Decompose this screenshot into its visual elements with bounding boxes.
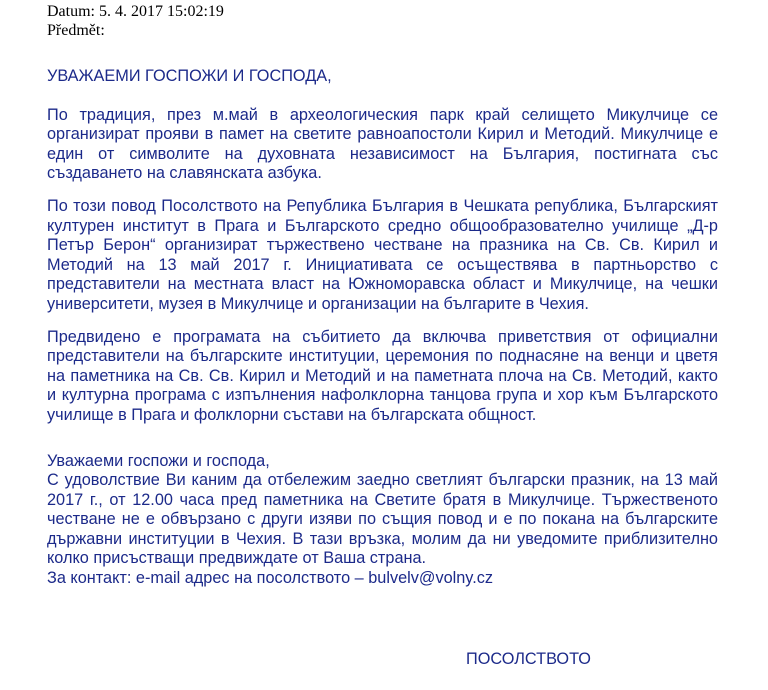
- contact-line: За контакт: e-mail адрес на посолството – bulvelv@volny.cz: [47, 569, 494, 588]
- paragraph-program: Предвидено е програмата на събитието да включва приветствия от официални представители на българските институции, церемония по поднасяне на венци и цветя на паметника на Св. Св. Кирил и Методий и на паметната плоча на Св. Методий, както и културна програма с изпълнения нафолклорна танцова група и хор към Българското училище в Прага и фолклорни състави на българската общност.: [47, 327, 718, 424]
- email-header: [47, 2, 224, 40]
- signature: ПОСОЛСТВОТО: [466, 650, 591, 668]
- subject-line: Předmět:: [47, 22, 105, 39]
- closing-paragraph: С удоволствие Ви каним да отбележим заедно светлият български празник, на 13 май 2017 г., от 12.00 часа пред паметника на Светите братя в Микулчице. Тържественото честване не е обвързано с други изяви по същия повод и е по покана на българските държавни институции в Чехия. В тази връзка, молим да ни уведомите приблизително колко присъстващи предвиждате от Ваша страна.: [47, 471, 718, 568]
- closing-salutation: Уважаеми госпожи и господа,: [47, 451, 270, 470]
- salutation: УВАЖАЕМИ ГОСПОЖИ И ГОСПОДА,: [47, 67, 332, 85]
- letter-body: [47, 67, 718, 589]
- date-line: Datum: 5. 4. 2017 15:02:19: [47, 3, 224, 20]
- paragraph-occasion: По този повод Посолството на Република България в Чешката република, Българският културен институт в Прага и Българското средно общообразователно училище „Д-р Петър Берон“ организират тържествено честване на празника на Св. Св. Кирил и Методий на 13 май 2017 г. Инициативата се осъществява в партньорство с представители на местната власт на Южноморавска област и Микулчице, на чешки университети, музея в Микулчице и организации на българите в Чехия.: [47, 196, 718, 313]
- paragraph-tradition: По традиция, през м.май в археологическия парк край селището Микулчице се организират прояви в памет на светите равноапостоли Кирил и Методий. Микулчице е един от символите на духовната независимост на България, постигната със създаването на славянската азбука.: [47, 105, 718, 183]
